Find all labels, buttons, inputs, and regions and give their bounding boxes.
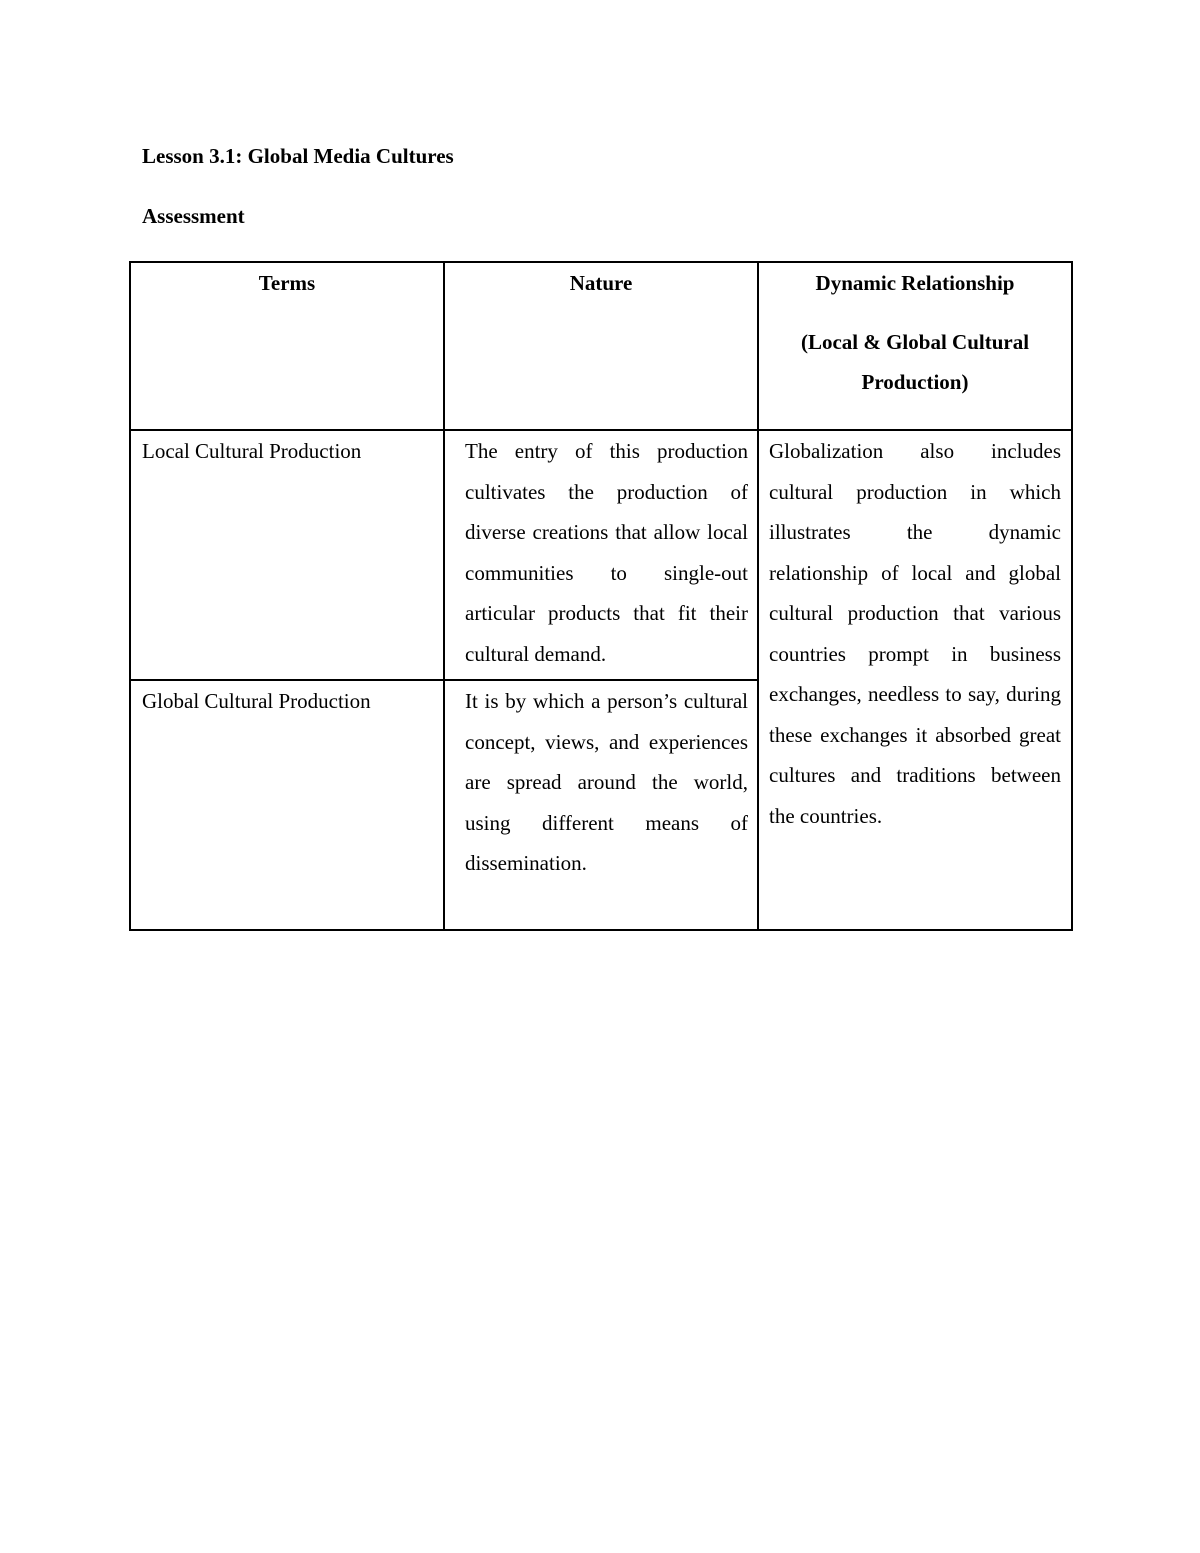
nature-local-cultural-production: The entry of this production cultivates the production of diverse creations that allow local communities to single-out articular products that fit their cultural demand. bbox=[444, 430, 758, 680]
header-dynamic-subtitle: (Local & Global Cultural Production) bbox=[800, 329, 1030, 394]
header-dynamic-relationship bbox=[758, 262, 1072, 430]
assessment-table bbox=[129, 261, 1073, 931]
lesson-title: Lesson 3.1: Global Media Cultures bbox=[142, 144, 454, 168]
section-heading-assessment: Assessment bbox=[142, 204, 245, 228]
nature-global-cultural-production: It is by which a person’s cultural concept, views, and experiences are spread around the world, using different means of dissemination. bbox=[444, 680, 758, 930]
table-row-local bbox=[130, 430, 1072, 680]
header-dynamic-title: Dynamic Relationship bbox=[815, 271, 1015, 295]
header-terms: Terms bbox=[130, 262, 444, 430]
term-global-cultural-production: Global Cultural Production bbox=[130, 680, 444, 930]
header-nature: Nature bbox=[444, 262, 758, 430]
term-local-cultural-production: Local Cultural Production bbox=[130, 430, 444, 680]
dynamic-relationship-text: Globalization also includes cultural production in which illustrates the dynamic relationship of local and global cultural production that various countries prompt in business exchanges, needless to say, during these exchanges it absorbed great cultures and traditions between the countries. bbox=[758, 430, 1072, 930]
table-header-row bbox=[130, 262, 1072, 430]
